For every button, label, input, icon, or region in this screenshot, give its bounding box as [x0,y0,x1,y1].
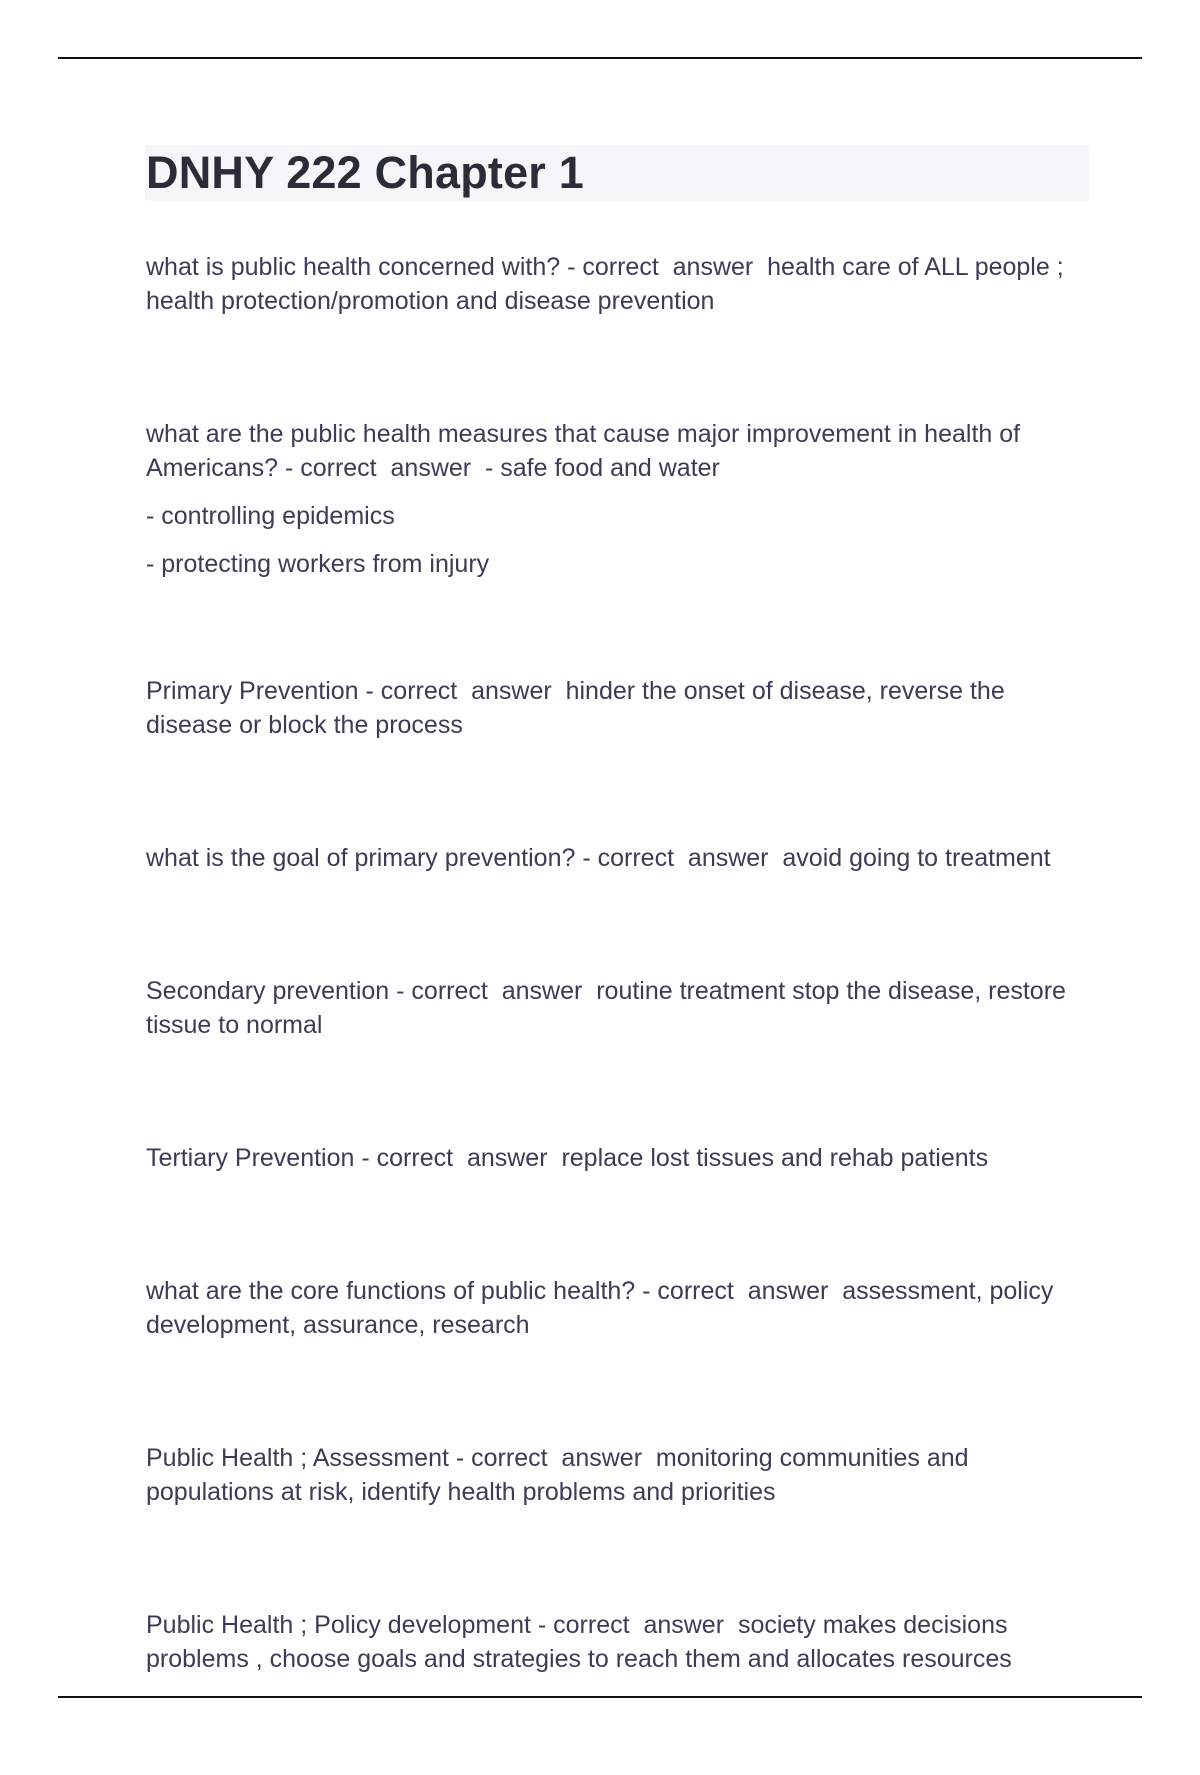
card-question: Public Health ; Assessment [146,1444,449,1472]
page-title: DNHY 222 Chapter 1 [146,147,584,198]
card-answer: assessment, policy development, assurance, research [146,1277,1061,1339]
card-separator: - correct answer [575,844,783,872]
card-answer-line: - controlling epidemics [146,502,395,530]
card-separator: - correct answer [354,1144,562,1172]
card-answer: replace lost tissues and rehab patients [561,1144,989,1172]
card-answer-line: - protecting workers from injury [146,550,490,578]
card-separator: - correct answer [448,1444,656,1472]
flashcard-9 [146,1608,1096,1676]
card-answer: health care of ALL people ; health protection/promotion and disease prevention [146,253,1071,315]
card-separator: - correct answer [389,977,597,1005]
card-question: Tertiary Prevention [146,1144,355,1172]
card-question: Primary Prevention [146,677,359,705]
card-separator: - correct answer [635,1277,843,1305]
card-separator: - correct answer [358,677,566,705]
card-question: what is public health concerned with? [146,253,561,281]
card-question: Public Health ; Policy development [146,1611,531,1639]
card-question: what is the goal of primary prevention? [146,844,576,872]
top-rule [58,57,1142,59]
card-separator: - correct answer [278,454,485,482]
flashcard-1 [146,250,1096,318]
card-answer: avoid going to treatment [782,844,1051,872]
card-separator: - correct answer [560,253,768,281]
flashcard-list [146,250,1096,1775]
bottom-rule [58,1696,1142,1698]
card-question: what are the public health measures that cause major improvement in health of Americans? [146,420,1026,482]
flashcard-2 [146,417,1096,581]
card-answer: routine treatment stop the disease, restore tissue to normal [146,977,1073,1039]
card-separator: - correct answer [530,1611,738,1639]
card-question: Secondary prevention [146,977,390,1005]
flashcard-5 [146,974,1096,1042]
card-answer: hinder the onset of disease, reverse the disease or block the process [146,677,1012,739]
card-question: what are the core functions of public health? [146,1277,636,1305]
flashcard-6 [146,1141,1096,1175]
flashcard-3 [146,674,1096,742]
card-answer: society makes decisions problems , choose goals and strategies to reach them and allocates resources [146,1611,1015,1673]
flashcard-7 [146,1274,1096,1342]
flashcard-8 [146,1441,1096,1509]
flashcard-4 [146,841,1096,875]
card-answer: monitoring communities and populations at risk, identify health problems and priorities [146,1444,976,1506]
card-answer: - safe food and water [485,454,720,482]
